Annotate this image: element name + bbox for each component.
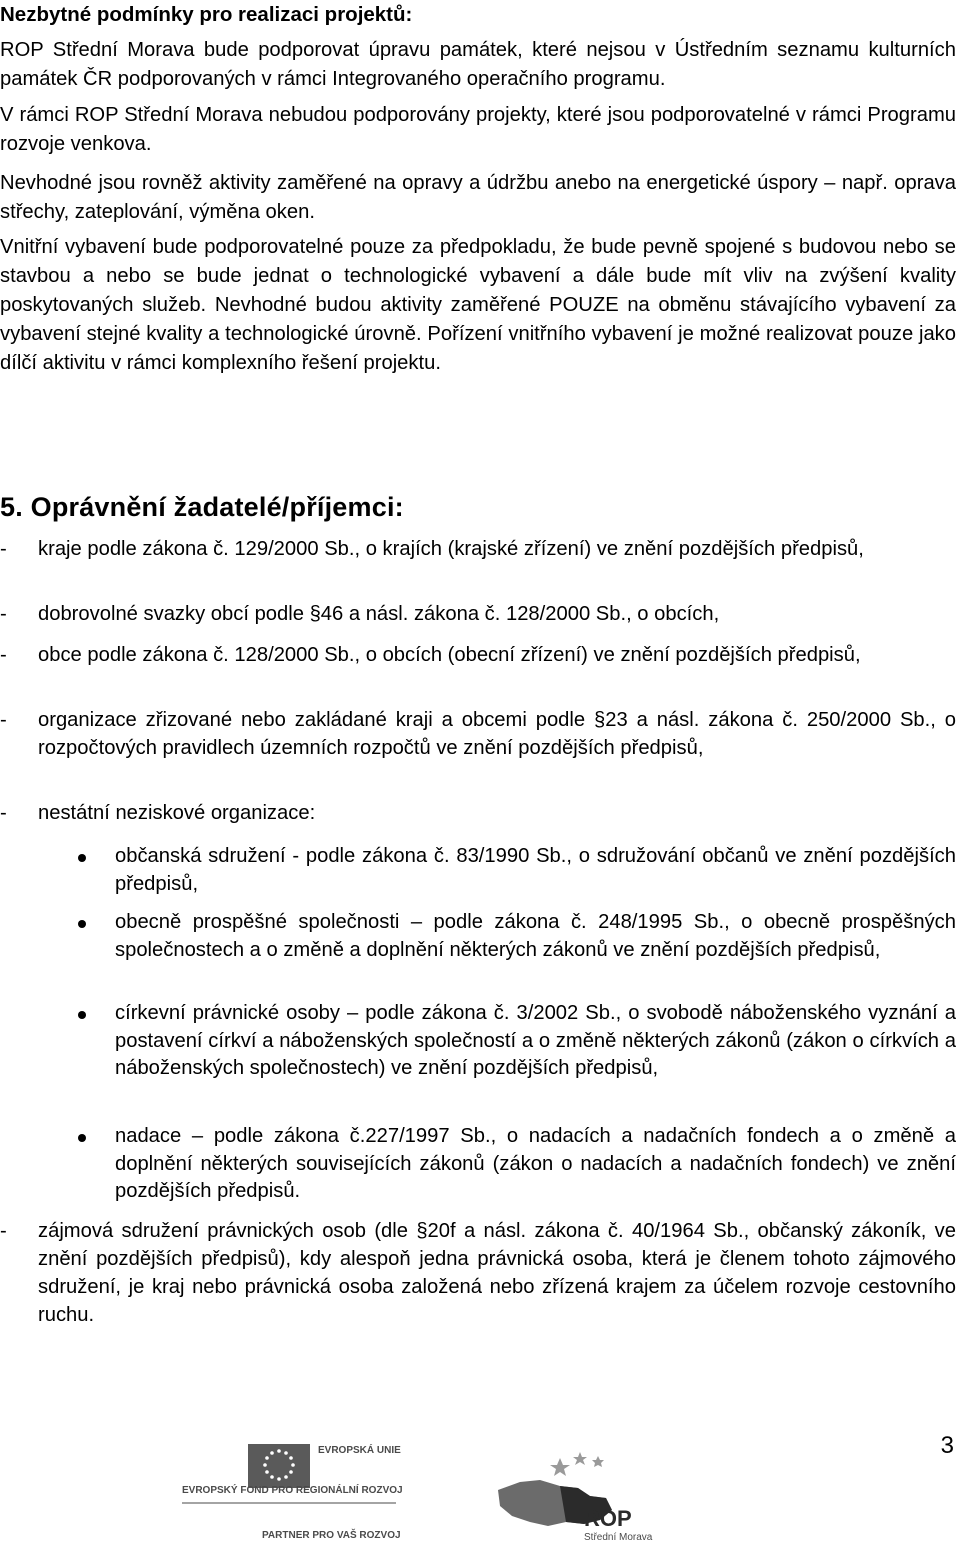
list-item-text: dobrovolné svazky obcí podle §46 a násl. zákona č. 128/2000 Sb., o obcích, [38, 603, 720, 625]
list-dash: - [0, 1220, 7, 1242]
list-item-text: zájmová sdružení právnických osob (dle §20f a násl. zákona č. 40/1964 Sb., občanský zákoník, ve znění pozdějších předpisů), kdy alespoň jedna právnická osoba, která je členem tohoto zájmového sdružení, je kraj nebo právnická osoba založená nebo zřízená krajem za účelem rozvoje cestovního ruchu. [38, 1220, 956, 1326]
section-5-heading: 5. Oprávnění žadatelé/příjemci: [0, 492, 404, 522]
list-dash: - [0, 538, 7, 560]
rop-subtitle: Střední Morava [584, 1532, 653, 1543]
footer-logos [0, 1430, 960, 1546]
bullet-item-text: obecně prospěšné společnosti – podle zákona č. 248/1995 Sb., o obecně prospěšných společnostech a o změně a doplnění některých zákonů ve znění pozdějších předpisů, [115, 911, 956, 961]
bullet-item-text: církevní právnické osoby – podle zákona č. 3/2002 Sb., o svobodě náboženského vyznání a postavení církví a náboženských společností a o změně některých zákonů (zákon o církvích a náboženských společnostech) ve znění pozdějších předpisů, [115, 1002, 956, 1079]
bullet-dot [78, 1011, 86, 1019]
bullet-dot [78, 1134, 86, 1142]
list-dash: - [0, 644, 7, 666]
list-item-text: kraje podle zákona č. 129/2000 Sb., o krajích (krajské zřízení) ve znění pozdějších předpisů, [38, 538, 864, 560]
partner-label: PARTNER PRO VAŠ ROZVOJ [262, 1530, 401, 1541]
conditions-paragraph-1: ROP Střední Morava bude podporovat úpravu památek, které nejsou v Ústředním seznamu kulturních památek ČR podporovaných v rámci Integrovaného operačního programu. [0, 39, 956, 90]
bullet-dot [78, 854, 86, 862]
bullet-dot [78, 920, 86, 928]
list-item-text: organizace zřizované nebo zakládané kraji a obcemi podle §23 a násl. zákona č. 250/2000 Sb., o rozpočtových pravidlech územních rozpočtů ve znění pozdějších předpisů, [38, 709, 956, 759]
list-item-text: nestátní neziskové organizace: [38, 802, 316, 824]
list-dash: - [0, 603, 7, 625]
list-dash: - [0, 709, 7, 731]
rop-stars-icon [550, 1452, 604, 1476]
erdf-label: EVROPSKÝ FOND PRO REGIONÁLNÍ ROZVOJ [182, 1485, 403, 1496]
conditions-heading: Nezbytné podmínky pro realizaci projektů: [0, 3, 413, 26]
eu-flag-icon [248, 1444, 310, 1488]
page-footer [0, 1430, 960, 1546]
list-dash: - [0, 802, 7, 824]
page-number: 3 [940, 1432, 954, 1459]
bullet-item-text: občanská sdružení - podle zákona č. 83/1990 Sb., o sdružování občanů ve znění pozdějších předpisů, [115, 845, 956, 895]
list-item-text: obce podle zákona č. 128/2000 Sb., o obcích (obecní zřízení) ve znění pozdějších předpisů, [38, 644, 861, 666]
conditions-paragraph-4: Vnitřní vybavení bude podporovatelné pouze za předpokladu, že bude pevně spojené s budovou nebo se stavbou a nebo se bude jednat o technologické vybavení a dále bude mít vliv na zvýšení kvality poskytovaných služeb. Nevhodné budou aktivity zaměřené POUZE na obměnu stávajícího vybavení za vybavení stejné kvality a technologické úrovně. Pořízení vnitřního vybavení je možné realizovat pouze jako dílčí aktivitu v rámci komplexního řešení projektu. [0, 236, 956, 374]
eu-label: EVROPSKÁ UNIE [318, 1445, 401, 1456]
conditions-paragraph-2: V rámci ROP Střední Morava nebudou podporovány projekty, které jsou podporovatelné v rámci Programu rozvoje venkova. [0, 104, 956, 155]
rop-logo-text: ROP [584, 1506, 632, 1531]
bullet-item-text: nadace – podle zákona č.227/1997 Sb., o nadacích a nadačních fondech a o změně a doplnění některých souvisejících zákonů (zákon o nadacích a nadačních fondech) ve znění pozdějších předpisů. [115, 1125, 956, 1202]
conditions-paragraph-3: Nevhodné jsou rovněž aktivity zaměřené na opravy a údržbu anebo na energetické úspory – např. oprava střechy, zateplování, výměna oken. [0, 172, 956, 223]
